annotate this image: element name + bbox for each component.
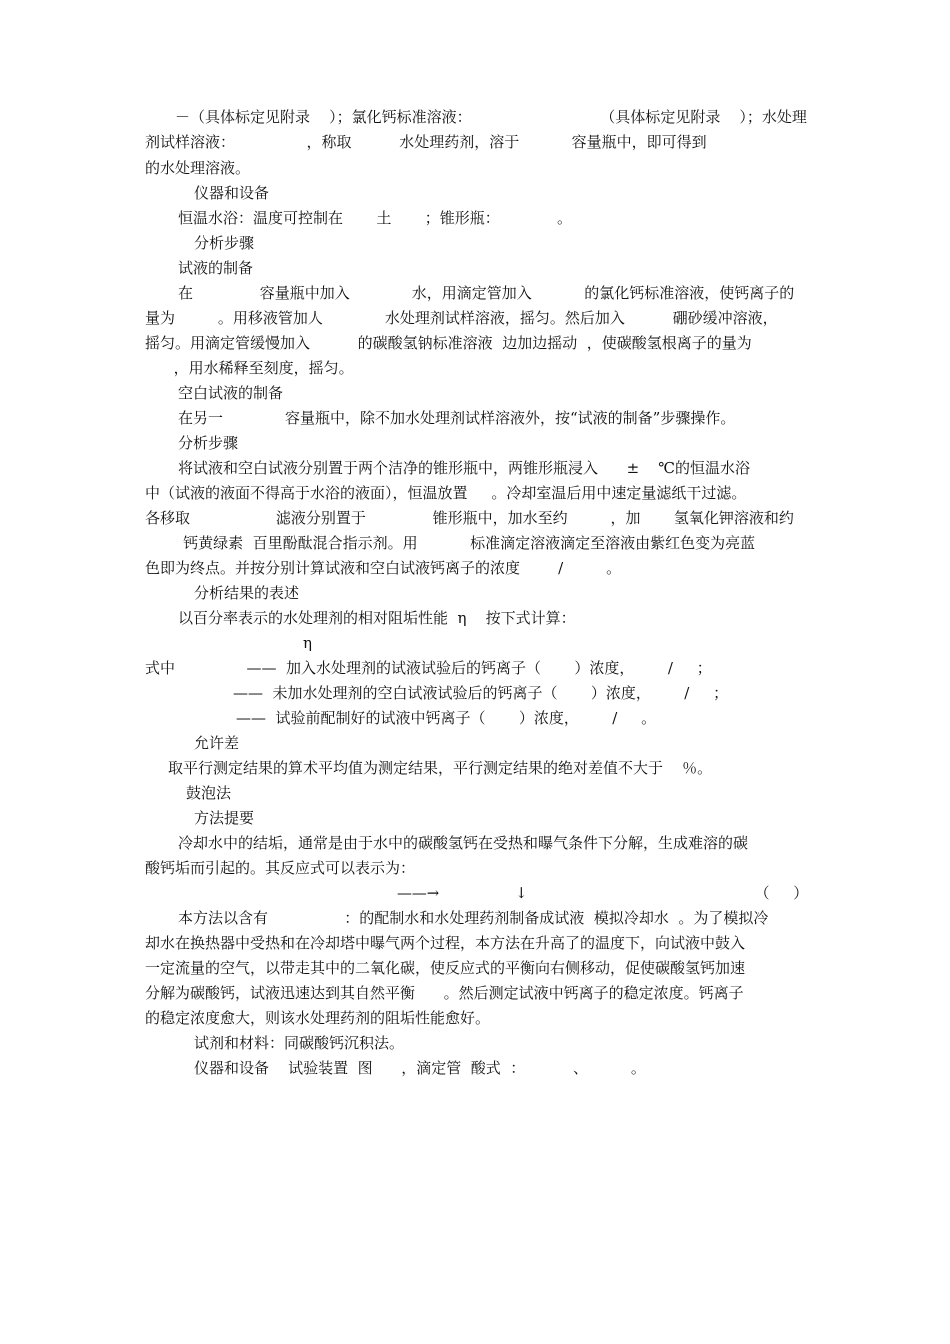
text-line: 剂试样溶液： ，称取 水处理药剂，溶于 容量瓶中，即可得到 (145, 133, 707, 151)
text-line: 恒温水浴：温度可控制在 土 ；锥形瓶： 。 (178, 209, 572, 227)
text-line: 在另一 容量瓶中，除不加水处理剂试样溶液外，按“试液的制备”步骤操作。 (178, 409, 736, 427)
text-line: 分解为碳酸钙，试液迅速达到其自然平衡 。然后测定试液中钙离子的稳定浓度。钙离子 (145, 984, 744, 1002)
text-line: 酸钙垢而引起的。其反应式可以表示为： (145, 859, 416, 877)
text-line: 空白试液的制备 (178, 384, 284, 402)
text-line: －（具体标定见附录 ）；氯化钙标准溶液： （具体标定见附录 ）；水处理 (175, 108, 807, 126)
text-line: 冷却水中的结垢，通常是由于水中的碳酸氢钙在受热和曝气条件下分解，生成难溶的碳 (178, 834, 749, 852)
text-line: 分析步骤 (194, 234, 255, 252)
text-line: 分析结果的表述 (194, 584, 300, 602)
text-line: 色即为终点。并按分别计算试液和空白试液钙离子的浓度 / 。 (145, 559, 622, 577)
text-line: 试剂和材料：同碳酸钙沉积法。 (194, 1034, 405, 1052)
text-line: 仪器和设备 试验装置 图 ，滴定管 酸式 ： 、 。 (194, 1059, 646, 1077)
text-line: 的水处理溶液。 (145, 159, 251, 177)
text-line: 在 容量瓶中加入 水，用滴定管加入 的氯化钙标准溶液，使钙离子的 (178, 284, 795, 302)
text-line: 中（试液的液面不得高于水浴的液面），恒温放置 。冷却室温后用中速定量滤纸干过滤。 (145, 484, 747, 502)
text-line: ，用水稀释至刻度，摇匀。 (145, 359, 354, 377)
text-line: —— 试验前配制好的试液中钙离子（ ）浓度， / 。 (236, 709, 657, 727)
text-line: 取平行测定结果的算术平均值为测定结果，平行测定结果的绝对差值不大于 ％。 (168, 759, 713, 777)
text-line: 各移取 滤液分别置于 锥形瓶中，加水至约 ，加 氢氧化钾溶液和约 (145, 509, 794, 527)
text-line: 鼓泡法 (186, 784, 232, 802)
text-line: η (303, 634, 312, 652)
text-line: 允许差 (194, 734, 240, 752)
text-line: 试液的制备 (178, 259, 254, 277)
text-line: 本方法以含有 ：的配制水和水处理药剂制备成试液 模拟冷却水 。为了模拟冷 (178, 909, 769, 927)
text-line: 以百分率表示的水处理剂的相对阻垢性能 η 按下式计算： (178, 609, 576, 627)
text-line: ——→ ↓ （ ） (397, 884, 809, 902)
text-line: 将试液和空白试液分别置于两个洁净的锥形瓶中，两锥形瓶浸入 ± ℃的恒温水浴 (178, 459, 751, 477)
text-line: 却水在换热器中受热和在冷却塔中曝气两个过程，本方法在升高了的温度下，向试液中鼓入 (145, 934, 746, 952)
text-line: 钙黄绿素 百里酚酞混合指示剂。用 标准滴定溶液滴定至溶液由紫红色变为亮蓝 (145, 534, 756, 552)
text-line: 一定流量的空气，以带走其中的二氧化碳，使反应式的平衡向右侧移动，促使碳酸氢钙加速 (145, 959, 746, 977)
text-line: —— 未加水处理剂的空白试液试验后的钙离子（ ）浓度， / ； (233, 684, 729, 702)
text-line: 量为 。用移液管加人 水处理剂试样溶液，摇匀。然后加入 硼砂缓冲溶液， (145, 309, 778, 327)
text-line: 摇匀。用滴定管缓慢加入 的碳酸氢钠标准溶液 边加边摇动 ，使碳酸氢根离子的量为 (145, 334, 752, 352)
text-line: 方法提要 (194, 809, 255, 827)
text-line: 的稳定浓度愈大，则该水处理药剂的阻垢性能愈好。 (145, 1009, 491, 1027)
text-line: 分析步骤 (178, 434, 239, 452)
text-line: 仪器和设备 (194, 184, 270, 202)
text-line: 式中 —— 加入水处理剂的试液试验后的钙离子（ ）浓度， / ； (145, 659, 712, 677)
